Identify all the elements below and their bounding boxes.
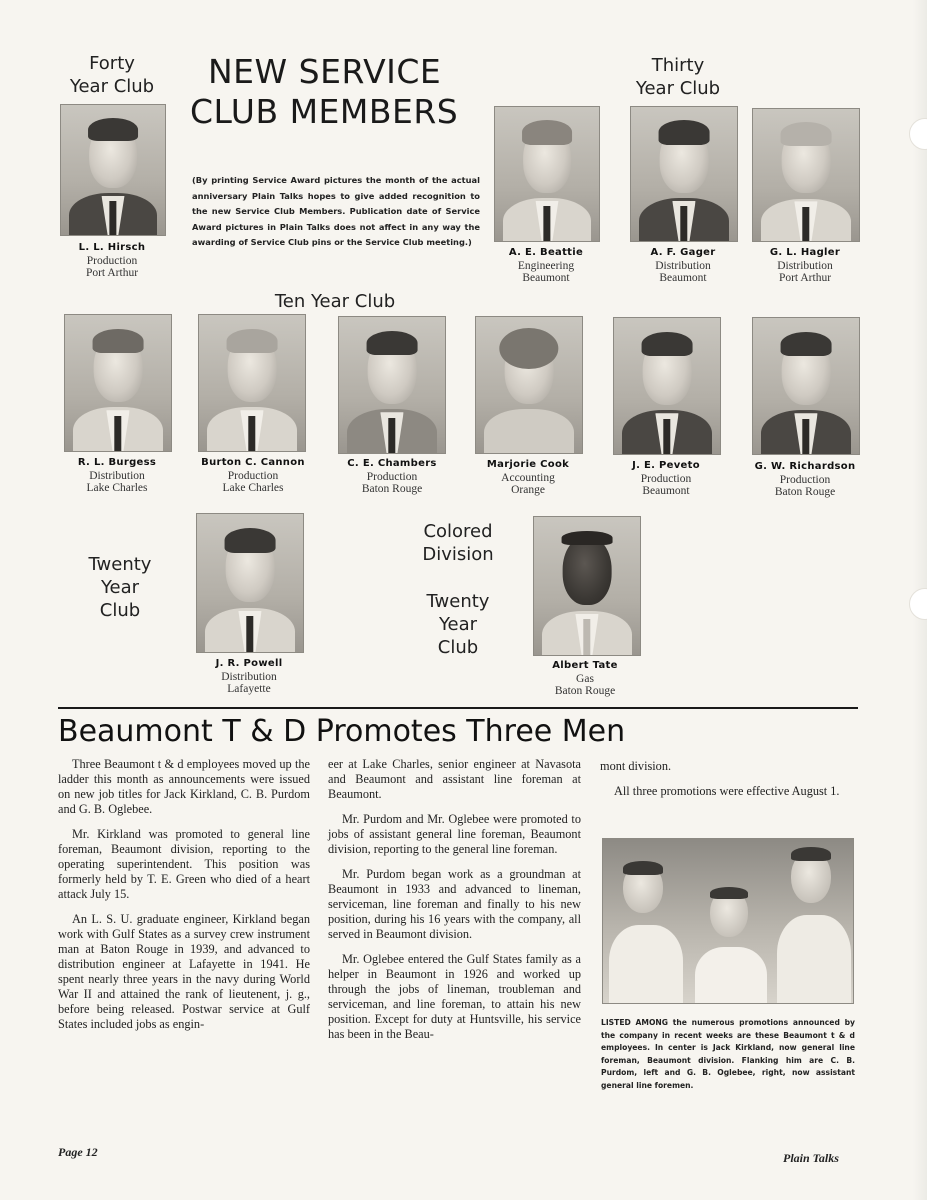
member-caption <box>478 247 614 285</box>
member-location: Beaumont <box>522 272 570 284</box>
member-caption <box>40 242 184 280</box>
member-location: Baton Rouge <box>554 685 616 697</box>
member-dept: Distribution <box>221 670 277 683</box>
member-name: Marjorie Cook <box>486 459 570 470</box>
ten-year-club-label: Ten Year Club <box>274 291 396 312</box>
forty-year-club-label <box>60 52 164 98</box>
article-paragraph: Mr. Oglebee entered the Gulf States family as a helper in Beaumont in 1926 and worked up through the jobs of lineman, troubleman and serviceman, and line foreman, to attain his new position. Except for duty at Huntsville, his service has been in the Beau- <box>328 952 581 1041</box>
member-dept: Distribution <box>655 259 711 272</box>
member-caption <box>47 457 187 495</box>
portrait-photo <box>60 104 166 236</box>
thirty-year-club-label <box>620 54 736 100</box>
article-column-1 <box>58 757 310 1042</box>
member-location: Port Arthur <box>85 267 139 279</box>
member-name: R. L. Burgess <box>77 457 157 468</box>
portrait-photo <box>475 316 583 454</box>
member-dept: Engineering <box>517 259 575 272</box>
member-caption <box>737 247 873 285</box>
portrait-photo <box>494 106 600 242</box>
forty-label-line1: Forty <box>89 53 135 74</box>
article-paragraph: Three Beaumont t & d employees moved up the ladder this month as announcements were issued on new job titles for Jack Kirkland, C. B. Purdom and G. B. Oglebee. <box>58 757 310 816</box>
member-name: G. W. Richardson <box>754 461 856 472</box>
page-title <box>190 52 480 132</box>
colored-division-club-label <box>408 520 508 659</box>
member-dept: Distribution <box>89 469 145 482</box>
colored-label-line2: Division <box>422 544 494 565</box>
member-name: A. F. Gager <box>650 247 716 258</box>
twenty-label-line2: Year <box>100 577 140 598</box>
article-paragraph: All three promotions were effective August 1. <box>614 784 840 798</box>
member-location: Orange <box>511 484 545 496</box>
portrait-photo <box>196 513 304 653</box>
punch-hole <box>909 588 927 620</box>
article-paragraph: eer at Lake Charles, senior engineer at Navasota and Beaumont and assistant line foreman at Beaumont. <box>328 757 581 801</box>
member-caption <box>181 457 325 495</box>
member-caption <box>515 660 655 698</box>
portrait-photo <box>752 108 860 242</box>
photo-caption: LISTED AMONG the numerous promotions announced by the company in recent weeks are these Beaumont t & d employees. In center is Jack Kirkland, now general line foreman, Beaumont division. Flanking him are C. B. Purdom, left and G. B. Oglebee, right, now assistant general line foremen. <box>601 1018 855 1090</box>
colored-label-line5: Club <box>437 637 479 658</box>
thirty-label-line2: Year Club <box>635 78 721 99</box>
portrait-photo <box>613 317 721 455</box>
colored-label-line3: Twenty <box>426 591 490 612</box>
article-title: Beaumont T & D Promotes Three Men <box>58 714 626 749</box>
member-location: Lake Charles <box>86 482 148 494</box>
member-location: Beaumont <box>642 485 690 497</box>
twenty-label-line3: Club <box>99 600 141 621</box>
colored-label-line1: Colored <box>423 521 493 542</box>
member-caption <box>458 459 598 497</box>
member-name: J. R. Powell <box>215 658 283 669</box>
member-dept: Production <box>86 254 138 267</box>
article-paragraph: An L. S. U. graduate engineer, Kirkland began work with Gulf States as a survey crew instrument man at Baton Rouge in 1939, and advanced to distribution engineer at Lafayette in 1941. He spent nearly three years in the navy during World War II and attained the rank of lieutenent, j. g., before being released. Postwar service at Gulf States included jobs as engin- <box>58 912 310 1031</box>
member-dept: Production <box>366 470 418 483</box>
member-location: Baton Rouge <box>774 486 836 498</box>
member-caption <box>322 458 462 496</box>
thirty-label-line1: Thirty <box>651 55 705 76</box>
portrait-photo <box>198 314 306 452</box>
member-name: C. E. Chambers <box>347 458 437 469</box>
article-paragraph: Mr. Purdom and Mr. Oglebee were promoted to jobs of assistant general line foreman, Beaumont division, reporting to the general line foreman. <box>328 812 581 856</box>
member-location: Beaumont <box>659 272 707 284</box>
article-paragraph: Mr. Kirkland was promoted to general line foreman, Beaumont division, reporting to the operating superintendent. This position was formerly held by T. E. Green who died of a heart attack July 15. <box>58 827 310 901</box>
member-name: G. L. Hagler <box>769 247 841 258</box>
member-caption <box>596 460 736 498</box>
member-dept: Gas <box>576 672 594 685</box>
member-dept: Production <box>640 472 692 485</box>
twenty-label-line1: Twenty <box>88 554 152 575</box>
article-column-3 <box>600 759 854 809</box>
member-name: L. L. Hirsch <box>78 242 146 253</box>
member-location: Port Arthur <box>778 272 832 284</box>
member-caption <box>615 247 751 285</box>
punch-hole <box>909 118 927 150</box>
page-number: Page 12 <box>58 1145 98 1159</box>
page-title-line1: NEW SERVICE <box>208 52 442 91</box>
publication-name: Plain Talks <box>783 1151 839 1165</box>
member-caption <box>179 658 319 696</box>
member-dept: Production <box>779 473 831 486</box>
article-column-2 <box>328 757 581 1052</box>
forty-label-line2: Year Club <box>69 76 155 97</box>
intro-note: (By printing Service Award pictures the month of the actual anniversary Plain Talks hopes to give added recognition to the new Service Club Members. Publication date of Service Award pictures in Plain Talks does not affect in any way the awarding of Service Club pins or the Service Club meeting.) <box>192 175 480 247</box>
article-paragraph: Mr. Purdom began work as a groundman at Beaumont in 1933 and advanced to lineman, serviceman, line foreman and finally to his new position, during his 16 years with the company, all served in Beaumont division. <box>328 867 581 941</box>
portrait-photo <box>64 314 172 452</box>
portrait-photo <box>533 516 641 656</box>
member-name: Burton C. Cannon <box>201 457 305 468</box>
twenty-year-club-label <box>72 553 168 622</box>
page-title-line2: CLUB MEMBERS <box>190 92 459 131</box>
group-photo <box>602 838 854 1004</box>
member-location: Lafayette <box>227 683 271 695</box>
member-name: A. E. Beattie <box>508 247 584 258</box>
portrait-photo <box>338 316 446 454</box>
member-location: Lake Charles <box>222 482 284 494</box>
portrait-photo <box>630 106 738 242</box>
colored-label-line4: Year <box>438 614 478 635</box>
member-name: Albert Tate <box>552 660 618 671</box>
member-location: Baton Rouge <box>361 483 423 495</box>
section-divider <box>58 707 858 709</box>
member-dept: Production <box>227 469 279 482</box>
portrait-photo <box>752 317 860 455</box>
member-dept: Distribution <box>777 259 833 272</box>
member-name: J. E. Peveto <box>632 460 700 471</box>
member-dept: Accounting <box>501 471 555 484</box>
article-paragraph: mont division. <box>600 759 672 773</box>
member-caption <box>733 461 877 499</box>
